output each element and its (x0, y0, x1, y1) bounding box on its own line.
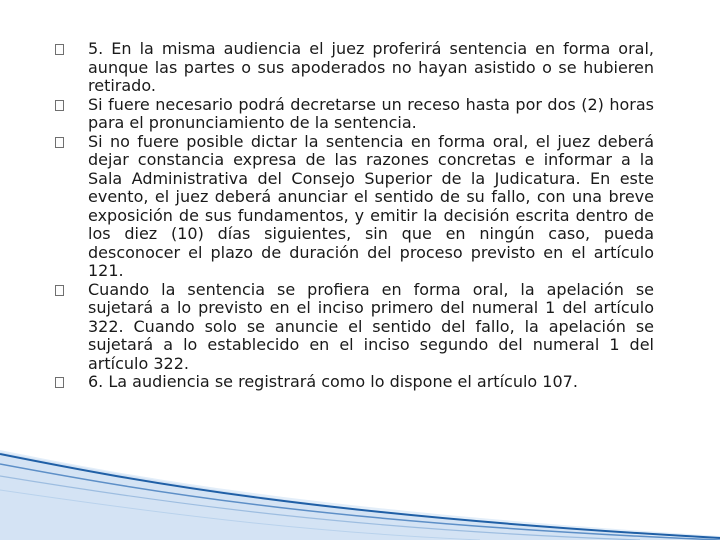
bullet-text: Si fuere necesario podrá decretarse un receso hasta por dos (2) horas para el pronunciamiento de la sentencia. (88, 94, 654, 132)
wave-fill-mid (0, 452, 720, 540)
bullet-text: 6. La audiencia se registrará como lo dispone el artículo 107. (88, 372, 578, 391)
square-bullet-icon (55, 100, 64, 111)
bullet-item-3 (82, 133, 654, 281)
bullet-item-4 (82, 281, 654, 374)
square-bullet-icon (55, 44, 64, 55)
bullet-text: Cuando la sentencia se profiera en forma oral, la apelación se sujetará a lo previsto en el inciso primero del numeral 1 del artículo 322. Cuando solo se anuncie el sentido del fallo, la apelación se sujetará a lo establecido en el inciso segundo del numeral 1 del artículo 322. (88, 279, 654, 373)
bullet-text: Si no fuere posible dictar la sentencia en forma oral, el juez deberá dejar constancia expresa de las razones concretas e informar a la Sala Administrativa del Consejo Superior de la Judicatura. En este evento, el juez deberá anunciar el sentido de su fallo, con una breve exposición de sus fundamentos, y emitir la decisión escrita dentro de los diez (10) días siguientes, sin que en ningún caso, pueda desconocer el plazo de duración del proceso previsto en el artículo 121. (88, 131, 654, 280)
square-bullet-icon (55, 285, 64, 296)
square-bullet-icon (55, 137, 64, 148)
bullet-text: 5. En la misma audiencia el juez proferirá sentencia en forma oral, aunque las partes o sus apoderados no hayan asistido o se hubieren retirado. (88, 39, 654, 95)
bullet-list (82, 40, 654, 392)
bullet-item-2 (82, 96, 654, 133)
blue-wave-decoration (0, 450, 720, 540)
bullet-item-5 (82, 373, 654, 392)
bullet-item-1 (82, 40, 654, 96)
square-bullet-icon (55, 377, 64, 388)
